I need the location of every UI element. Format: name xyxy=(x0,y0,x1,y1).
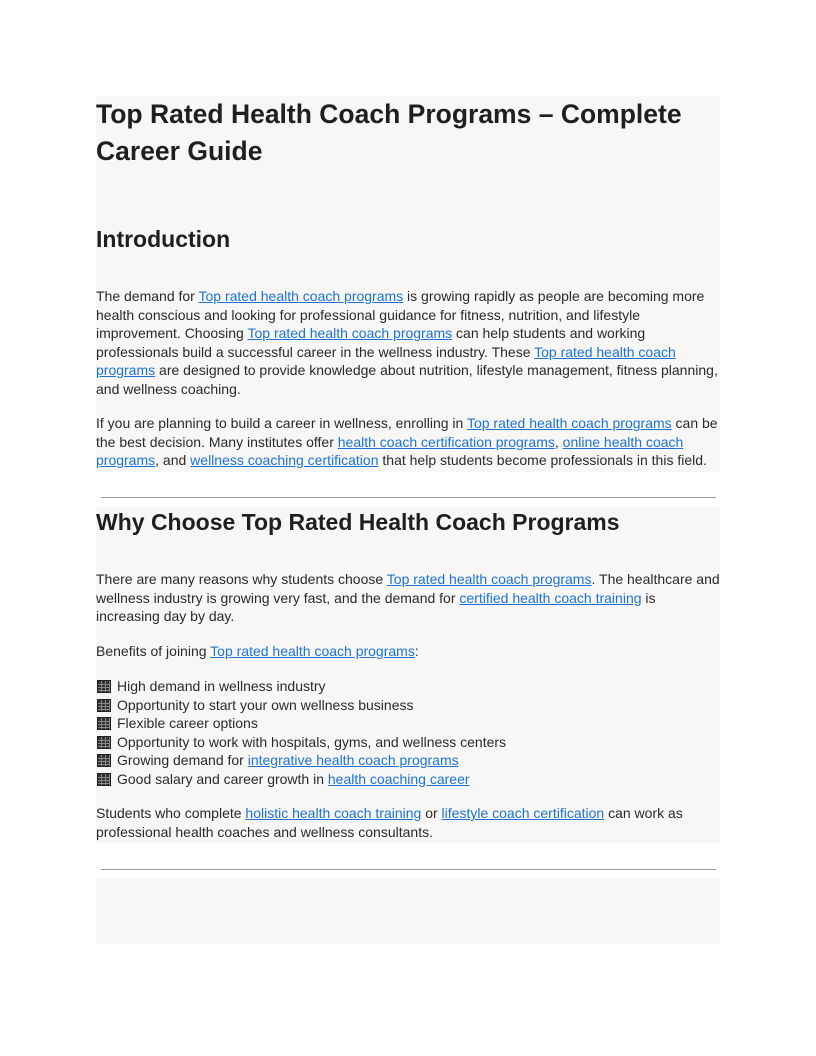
link-top-rated-programs[interactable]: Top rated health coach programs xyxy=(210,643,415,659)
link-holistic-training[interactable]: holistic health coach training xyxy=(245,805,422,821)
empty-content-block xyxy=(96,878,720,944)
link-lifestyle-certification[interactable]: lifestyle coach certification xyxy=(441,805,605,821)
list-item: High demand in wellness industry xyxy=(96,677,720,696)
why-choose-paragraph-3: Students who complete holistic health coach training or lifestyle coach certification can work as professional health coaches and wellness consultants. xyxy=(96,805,683,840)
link-top-rated-programs[interactable]: Top rated health coach programs xyxy=(466,415,672,431)
checkbox-glyph-icon xyxy=(97,699,111,712)
introduction-heading: Introduction xyxy=(96,226,231,252)
title-block xyxy=(96,96,720,204)
why-choose-heading: Why Choose Top Rated Health Coach Programs xyxy=(96,509,620,535)
link-top-rated-programs[interactable]: Top rated health coach programs xyxy=(96,343,676,378)
list-item: Good salary and career growth in health coaching career xyxy=(96,770,720,789)
list-item: Growing demand for integrative health coach programs xyxy=(96,751,720,770)
link-certification-programs[interactable]: health coach certification programs xyxy=(337,433,555,450)
link-integrative-programs[interactable]: integrative health coach programs xyxy=(247,752,459,768)
checkbox-glyph-icon xyxy=(97,717,111,730)
checkbox-glyph-icon xyxy=(97,754,111,767)
benefits-list xyxy=(96,677,720,788)
page-title: Top Rated Health Coach Programs – Complete Career Guide xyxy=(96,99,682,166)
link-online-programs[interactable]: online health coach programs xyxy=(96,433,684,468)
list-item: Opportunity to work with hospitals, gyms, and wellness centers xyxy=(96,733,720,752)
checkbox-glyph-icon xyxy=(97,773,111,786)
link-wellness-coaching-certification[interactable]: wellness coaching certification xyxy=(190,452,379,468)
link-certified-training[interactable]: certified health coach training xyxy=(459,589,642,606)
link-health-coaching-career[interactable]: health coaching career xyxy=(327,770,470,787)
why-choose-paragraph-1: There are many reasons why students choose Top rated health coach programs. The healthcare and wellness industry is growing very fast, and the demand for certified health coach training is increasing day by day. xyxy=(96,571,720,624)
introduction-section xyxy=(96,204,720,472)
introduction-paragraph-1: The demand for Top rated health coach programs is growing rapidly as people are becoming more health conscious and looking for professional guidance for fitness, nutrition, and lifestyle improvement. Choosing Top rated health coach programs can help students and working professionals build a successful career in the wellness industry. These Top rated health coach programs are designed to provide knowledge about nutrition, lifestyle management, fitness planning, and wellness coaching. xyxy=(96,288,718,397)
introduction-paragraph-2: If you are planning to build a career in wellness, enrolling in Top rated health coach programs can be the best decision. Many institutes offer health coach certification programs, online health coach programs, and wellness coaching certification that help students become professionals in this field. xyxy=(96,415,718,468)
checkbox-glyph-icon xyxy=(97,680,111,693)
why-choose-section xyxy=(96,507,720,843)
benefits-intro: Benefits of joining Top rated health coach programs: xyxy=(96,643,419,659)
list-item: Flexible career options xyxy=(96,714,720,733)
link-top-rated-programs[interactable]: Top rated health coach programs xyxy=(247,325,453,341)
checkbox-glyph-icon xyxy=(97,736,111,749)
link-top-rated-programs[interactable]: Top rated health coach programs xyxy=(386,571,592,587)
horizontal-rule xyxy=(101,869,716,870)
link-top-rated-programs[interactable]: Top rated health coach programs xyxy=(198,288,404,304)
horizontal-rule xyxy=(101,497,716,498)
list-item: Opportunity to start your own wellness business xyxy=(96,696,720,715)
